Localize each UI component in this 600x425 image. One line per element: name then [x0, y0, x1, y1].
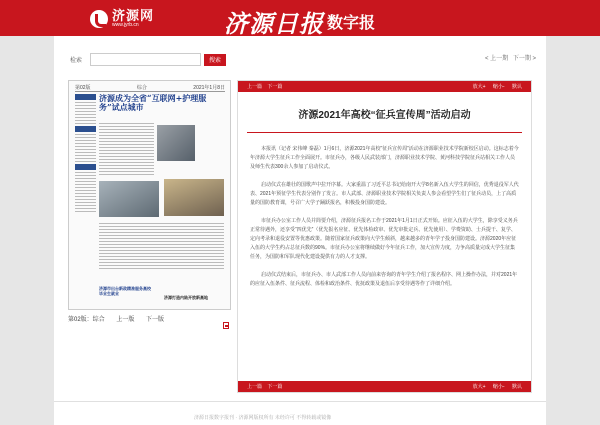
- pdf-download-icon[interactable]: [223, 322, 229, 329]
- next-issue-link[interactable]: 下一期 >: [512, 56, 536, 62]
- zoom-default-button[interactable]: 默认: [511, 384, 522, 390]
- zoom-out-button[interactable]: 缩小-: [492, 84, 505, 90]
- site-logo[interactable]: [90, 9, 154, 28]
- article-paragraph: 启动仪式结束后，市征兵办、市人武部工作人员向前来咨询的青年学生介绍了报名程序、网上操作办法，并对2021年的应征入伍条件、征兵流程、体检和政治条件、优抚政策及退伍后享受待遇等作了详细介绍。: [250, 272, 518, 287]
- article-text-block: [99, 221, 224, 271]
- article-paragraph: 启动仪式在雄壮的国歌声中拉开序幕。大家重温了习近平总书记给南开大学8名新入伍大学生的回信，优秀退役军人代表、2021年预征学生代表分别作了发言。市人武部、济源职业技术学院相关负责人参会看望学生们了征兵动员，上了高质量的国防教育课，号召广大学子踊跃报名，积极投身国防建设。: [250, 182, 519, 206]
- next-article-link[interactable]: 下一篇: [267, 384, 283, 390]
- article-paragraph: 本报讯（记者 宋伟峰 秦磊）1月6日，济源2021年高校“征兵宣传周”活动在济源职业技术学院新校区启动。这标志着今年济源大学生征兵工作全面展开。市征兵办，各级人民武装部门，济源职业技术学院、黄河科技学院征兵站相关工作人员及师生代表300余人参加了启动仪式。: [250, 146, 519, 170]
- search-input[interactable]: [90, 53, 201, 66]
- logo-name: 济源网: [112, 8, 155, 23]
- next-article-link[interactable]: 下一篇: [267, 84, 283, 90]
- article-body: [238, 133, 531, 289]
- brand-subtitle: 数字报: [327, 15, 376, 32]
- prev-article-link[interactable]: 上一篇: [247, 384, 263, 390]
- article-toolbar-top: [238, 81, 531, 92]
- logo-icon: [90, 10, 108, 28]
- logo-url: www.jyrb.cn: [112, 22, 139, 28]
- page-navigation: [68, 314, 174, 323]
- issue-pager: [482, 53, 536, 62]
- paper-headline[interactable]: 济源成为全省“互联网+护理服务”试点城市: [99, 93, 207, 112]
- paper-side-column: [75, 94, 96, 304]
- zoom-in-button[interactable]: 放大+: [472, 84, 486, 90]
- paper-masthead: 第02版 综合 2021年1月8日: [75, 85, 225, 91]
- next-page-link[interactable]: 下一版: [146, 317, 165, 323]
- prev-article-link[interactable]: 上一篇: [247, 84, 263, 90]
- article-toolbar-bottom: [238, 381, 531, 392]
- zoom-default-button[interactable]: 默认: [511, 84, 522, 90]
- article-text-block: [99, 121, 154, 177]
- news-photo: [164, 179, 224, 216]
- search-bar: [70, 53, 226, 66]
- footer-copyright: 济源日报数字报刊 · 济源网版权所有 未经许可 不得转载或镜像: [194, 415, 332, 421]
- paper-subheadline[interactable]: 济源市出台新政精准服务高校毕业生就业: [99, 286, 151, 296]
- news-photo: [157, 125, 195, 161]
- search-button[interactable]: 搜索: [204, 54, 226, 66]
- article-title: 济源2021年高校“征兵宣传周”活动启动: [298, 110, 471, 121]
- site-footer: [54, 401, 546, 425]
- newspaper-page-thumbnail[interactable]: [68, 80, 231, 310]
- prev-issue-link[interactable]: < 上一期: [484, 56, 509, 62]
- newspaper-brand: 济源日报: [224, 9, 324, 38]
- paper-bottom-headline[interactable]: 济源打造内陆开放新高地: [164, 295, 208, 300]
- zoom-in-button[interactable]: 放大+: [472, 384, 486, 390]
- news-photo: [99, 181, 159, 217]
- current-page-label: 第02版：综合: [68, 317, 105, 323]
- article-panel: [237, 80, 532, 393]
- article-paragraph: 市征兵办公室工作人员并简要介绍，济源征兵报名工作于2021年1月1日正式开始。应征入伍的大学生，除享受义务兵正常待遇外，还享受“四优先”（优先报名应征、优先体检政审、优先审批定兵、优先使用）、学费资助、士兵提干、复学、定向考录和退役安置等优惠政策。随着国家征兵政策向大学生倾斜，越来越多的青年学子投身国防建设。济源2020年应征入伍的大学生约占总征兵数的90%。市征兵办公室将继续做好今年征兵工作，加大宣传力度，力争高质量完成大学生征集任务，为国防和军队现代化建设提供有力的人才支撑。: [250, 218, 518, 260]
- site-header: [0, 0, 600, 36]
- prev-page-link[interactable]: 上一版: [116, 317, 135, 323]
- zoom-out-button[interactable]: 缩小-: [492, 384, 505, 390]
- search-label: 检索: [70, 58, 83, 64]
